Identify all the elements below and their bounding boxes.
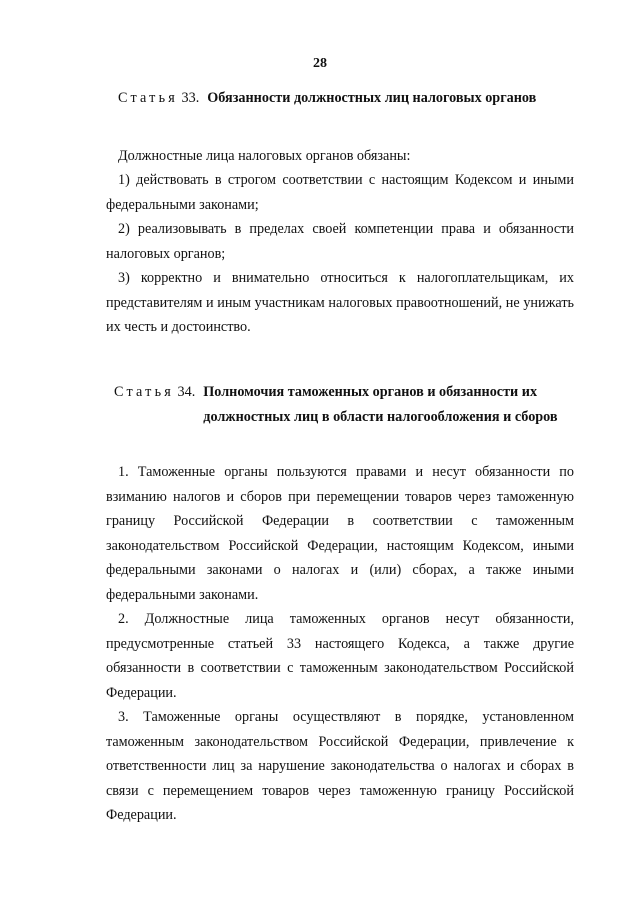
article-34	[106, 380, 574, 828]
article-label	[118, 86, 207, 111]
article-label-number: 34.	[177, 384, 196, 400]
article-body	[106, 460, 574, 828]
article-title: Полномочия таможенных органов и обязанности их должностных лиц в области налогообложения и сборов	[203, 384, 558, 425]
page-number: 28	[313, 56, 327, 71]
article-heading	[114, 380, 574, 429]
article-body	[106, 144, 574, 340]
paragraph: 1) действовать в строгом соответствии с настоящим Кодексом и иными федеральными законами;	[106, 172, 574, 213]
paragraph: 3. Таможенные органы осуществляют в порядке, установленном таможенным законодательством Российской Федерации, привлечение к ответственности лиц за нарушение законодательства о налогах и сборах в связи с перемещением товаров через таможенную границу Российской Федерации.	[106, 709, 574, 823]
article-label	[114, 380, 203, 405]
paragraph: Должностные лица налоговых органов обязаны:	[118, 147, 411, 164]
article-title: Обязанности должностных лиц налоговых органов	[207, 90, 537, 106]
article-label-number: 33.	[181, 90, 200, 106]
paragraph: 1. Таможенные органы пользуются правами и несут обязанности по взиманию налогов и сборов при перемещении товаров через таможенную границу Российской Федерации в соответствии с таможенным законодательством Российской Федерации, настоящим Кодексом, иными федеральными законами о налогах и (или) сборах, а также иными федеральными законами.	[106, 464, 574, 603]
article-label-word: Статья	[118, 90, 178, 106]
paragraph: 2) реализовывать в пределах своей компетенции права и обязанности налоговых органов;	[106, 221, 574, 262]
paragraph: 3) корректно и внимательно относиться к налогоплательщикам, их представителям и иным участникам налоговых правоотношений, не унижать их честь и достоинство.	[106, 270, 574, 335]
article-heading	[118, 86, 574, 111]
paragraph: 2. Должностные лица таможенных органов несут обязанности, предусмотренные статьей 33 настоящего Кодекса, а также другие обязанности в соответствии с таможенным законодательством Российской Федерации.	[106, 611, 574, 701]
article-33	[106, 86, 574, 340]
article-label-word: Статья	[114, 384, 174, 400]
